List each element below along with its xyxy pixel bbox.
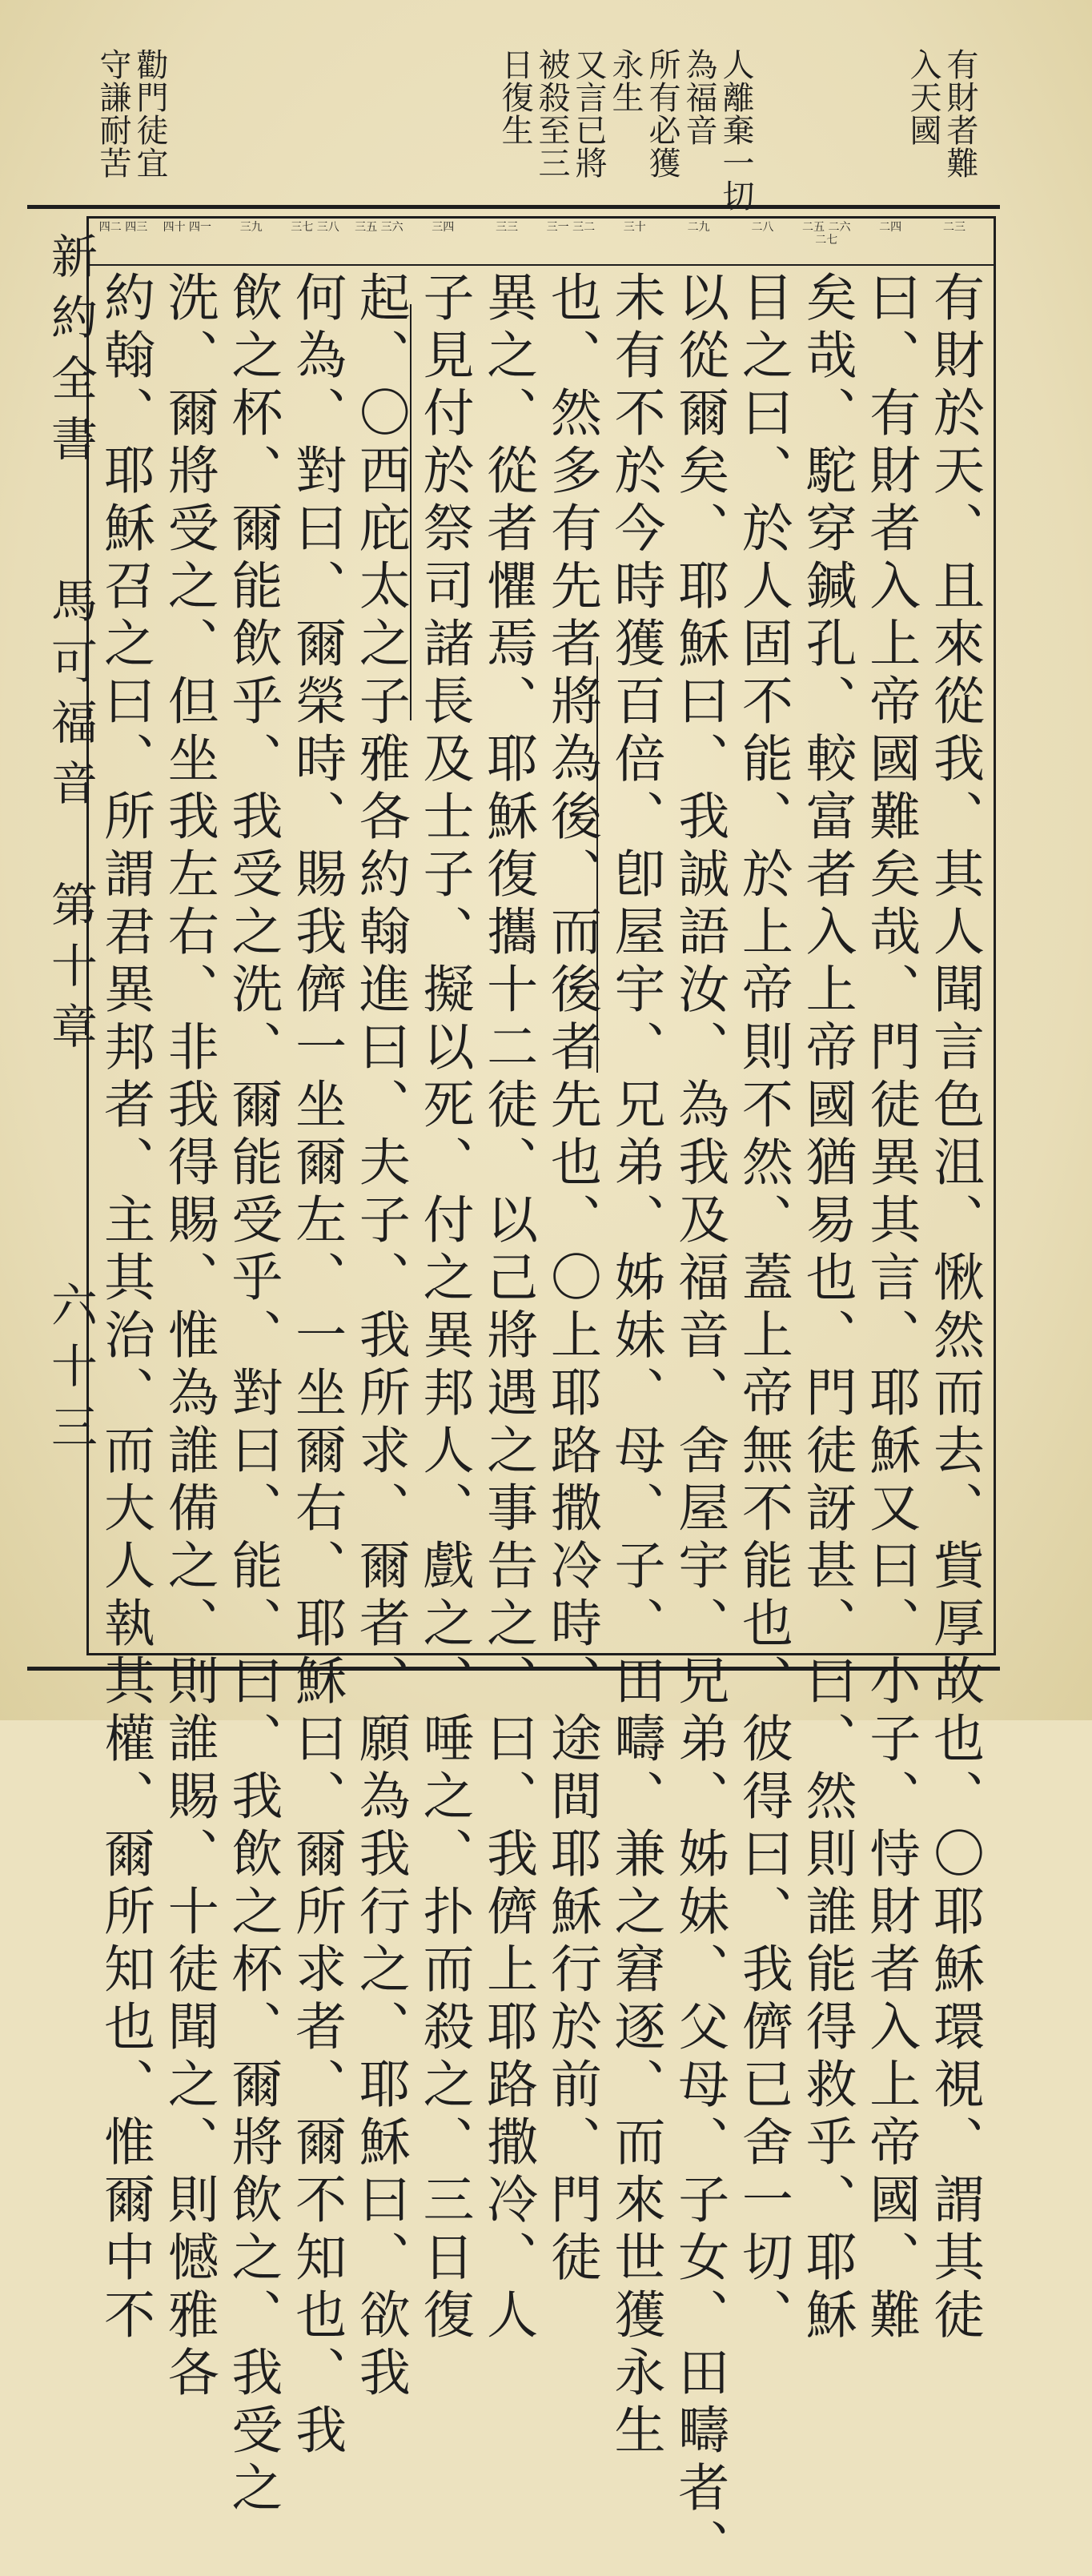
verse-number: 三九 (239, 221, 263, 234)
verse-number: 三四 (432, 221, 455, 234)
header-note-line: 被殺至三 (533, 48, 570, 179)
header-note-line: 又言已將 (570, 48, 607, 179)
text-column: 異之、從者懼焉、耶穌復攜十二徒、以己將遇之事告之、曰、我儕上耶路撒冷、人 (478, 271, 538, 2345)
header-note-line: 日復生 (496, 48, 533, 146)
text-column: 曰、有財者入上帝國難矣哉、門徒異其言、耶穌又曰、小子、恃財者入上帝國、難 (861, 271, 921, 2345)
text-column: 矣哉、駝穿鍼孔、較富者入上帝國猶易也、門徒訝甚、曰、然則誰能得救乎、耶穌 (797, 271, 857, 2345)
verse-number: 三七 三八 (291, 221, 339, 234)
header-note-left (94, 48, 168, 200)
header-note-line: 守謙耐苦 (94, 48, 131, 179)
text-column: 約翰、耶穌召之曰、所謂君異邦者、主其治、而大人執其權、爾所知也、惟爾中不 (95, 271, 155, 2345)
text-column: 飲之杯、爾能飲乎、我受之洗、爾能受乎、對曰、能、曰、我飲之杯、爾將飲之、我受之 (223, 271, 283, 2518)
chapter-label: 第十章 (43, 881, 98, 1063)
header-note-line: 勸門徒宜 (131, 48, 168, 179)
text-column: 子見付於祭司諸長及士子、擬以死、付之異邦人、戲之、唾之、扑而殺之、三日復 (414, 271, 474, 2345)
verse-number: 四十 四一 (163, 221, 212, 234)
header-note-line: 人離棄一切 (717, 48, 754, 212)
header-note-line: 為福音 (680, 48, 717, 146)
verse-number: 三十 (623, 221, 646, 234)
section-divider (410, 304, 412, 720)
verse-number-row (94, 221, 983, 263)
text-column: 何為、對曰、爾榮時、賜我儕一坐爾左、一坐爾右、耶穌曰、爾所求者、爾不知也、我 (287, 271, 347, 2461)
verse-number: 二四 (879, 221, 902, 234)
text-column: 也、然多有先者將為後、而後者先也、〇上耶路撒冷時、途間耶穌行於前、門徒 (541, 271, 601, 2288)
section-divider (596, 656, 598, 1073)
verse-number: 三三 (496, 221, 519, 234)
verse-number: 三一 三二 (546, 221, 596, 234)
book-title: 新約全書 (43, 232, 98, 475)
text-column: 目之曰、於人固不能、於上帝則不然、蓋上帝無不能也、彼得曰、我儕已舍一切、 (733, 271, 793, 2345)
text-column: 起、〇西庇太之子雅各約翰進曰、夫子、我所求、爾者、願為我行之、耶穌曰、欲我 (350, 271, 410, 2403)
header-note-right (905, 48, 978, 200)
verse-number: 二五 二六 二七 (802, 221, 851, 247)
main-text (94, 271, 985, 2576)
verse-number-band-rule (86, 264, 996, 266)
gospel-title: 馬可福音 (43, 576, 98, 820)
verse-number: 四二 四三 (98, 221, 148, 234)
header-note-line: 永生 (607, 48, 644, 114)
verse-number: 二九 (687, 221, 710, 234)
header-note-line: 所有必獲 (644, 48, 680, 179)
page-number: 六十三 (43, 1281, 98, 1463)
header-note-line: 入天國 (905, 48, 941, 146)
text-column: 以從爾矣、耶穌曰、我誠語汝、為我及福音、舍屋宇、兄弟、姊妹、父母、子女、田疇者、 (669, 271, 729, 2576)
verse-number: 二三 (942, 221, 966, 234)
text-column: 未有不於今時獲百倍、卽屋宇、兄弟、姊妹、母、子、田疇、兼之窘逐、而來世獲永生 (605, 271, 665, 2461)
header-note-middle (496, 48, 754, 212)
verse-number: 三五 三六 (355, 221, 403, 234)
top-rule (27, 205, 1000, 209)
header-note-line: 有財者難 (941, 48, 978, 179)
text-column: 洗、爾將受之、但坐我左右、非我得賜、惟為誰備之、則誰賜、十徒聞之、則憾雅各 (159, 271, 219, 2403)
text-column: 有財於天、且來從我、其人聞言色沮、愀然而去、貲厚故也、〇耶穌環視、謂其徒 (924, 271, 984, 2345)
verse-number: 二八 (751, 221, 774, 234)
